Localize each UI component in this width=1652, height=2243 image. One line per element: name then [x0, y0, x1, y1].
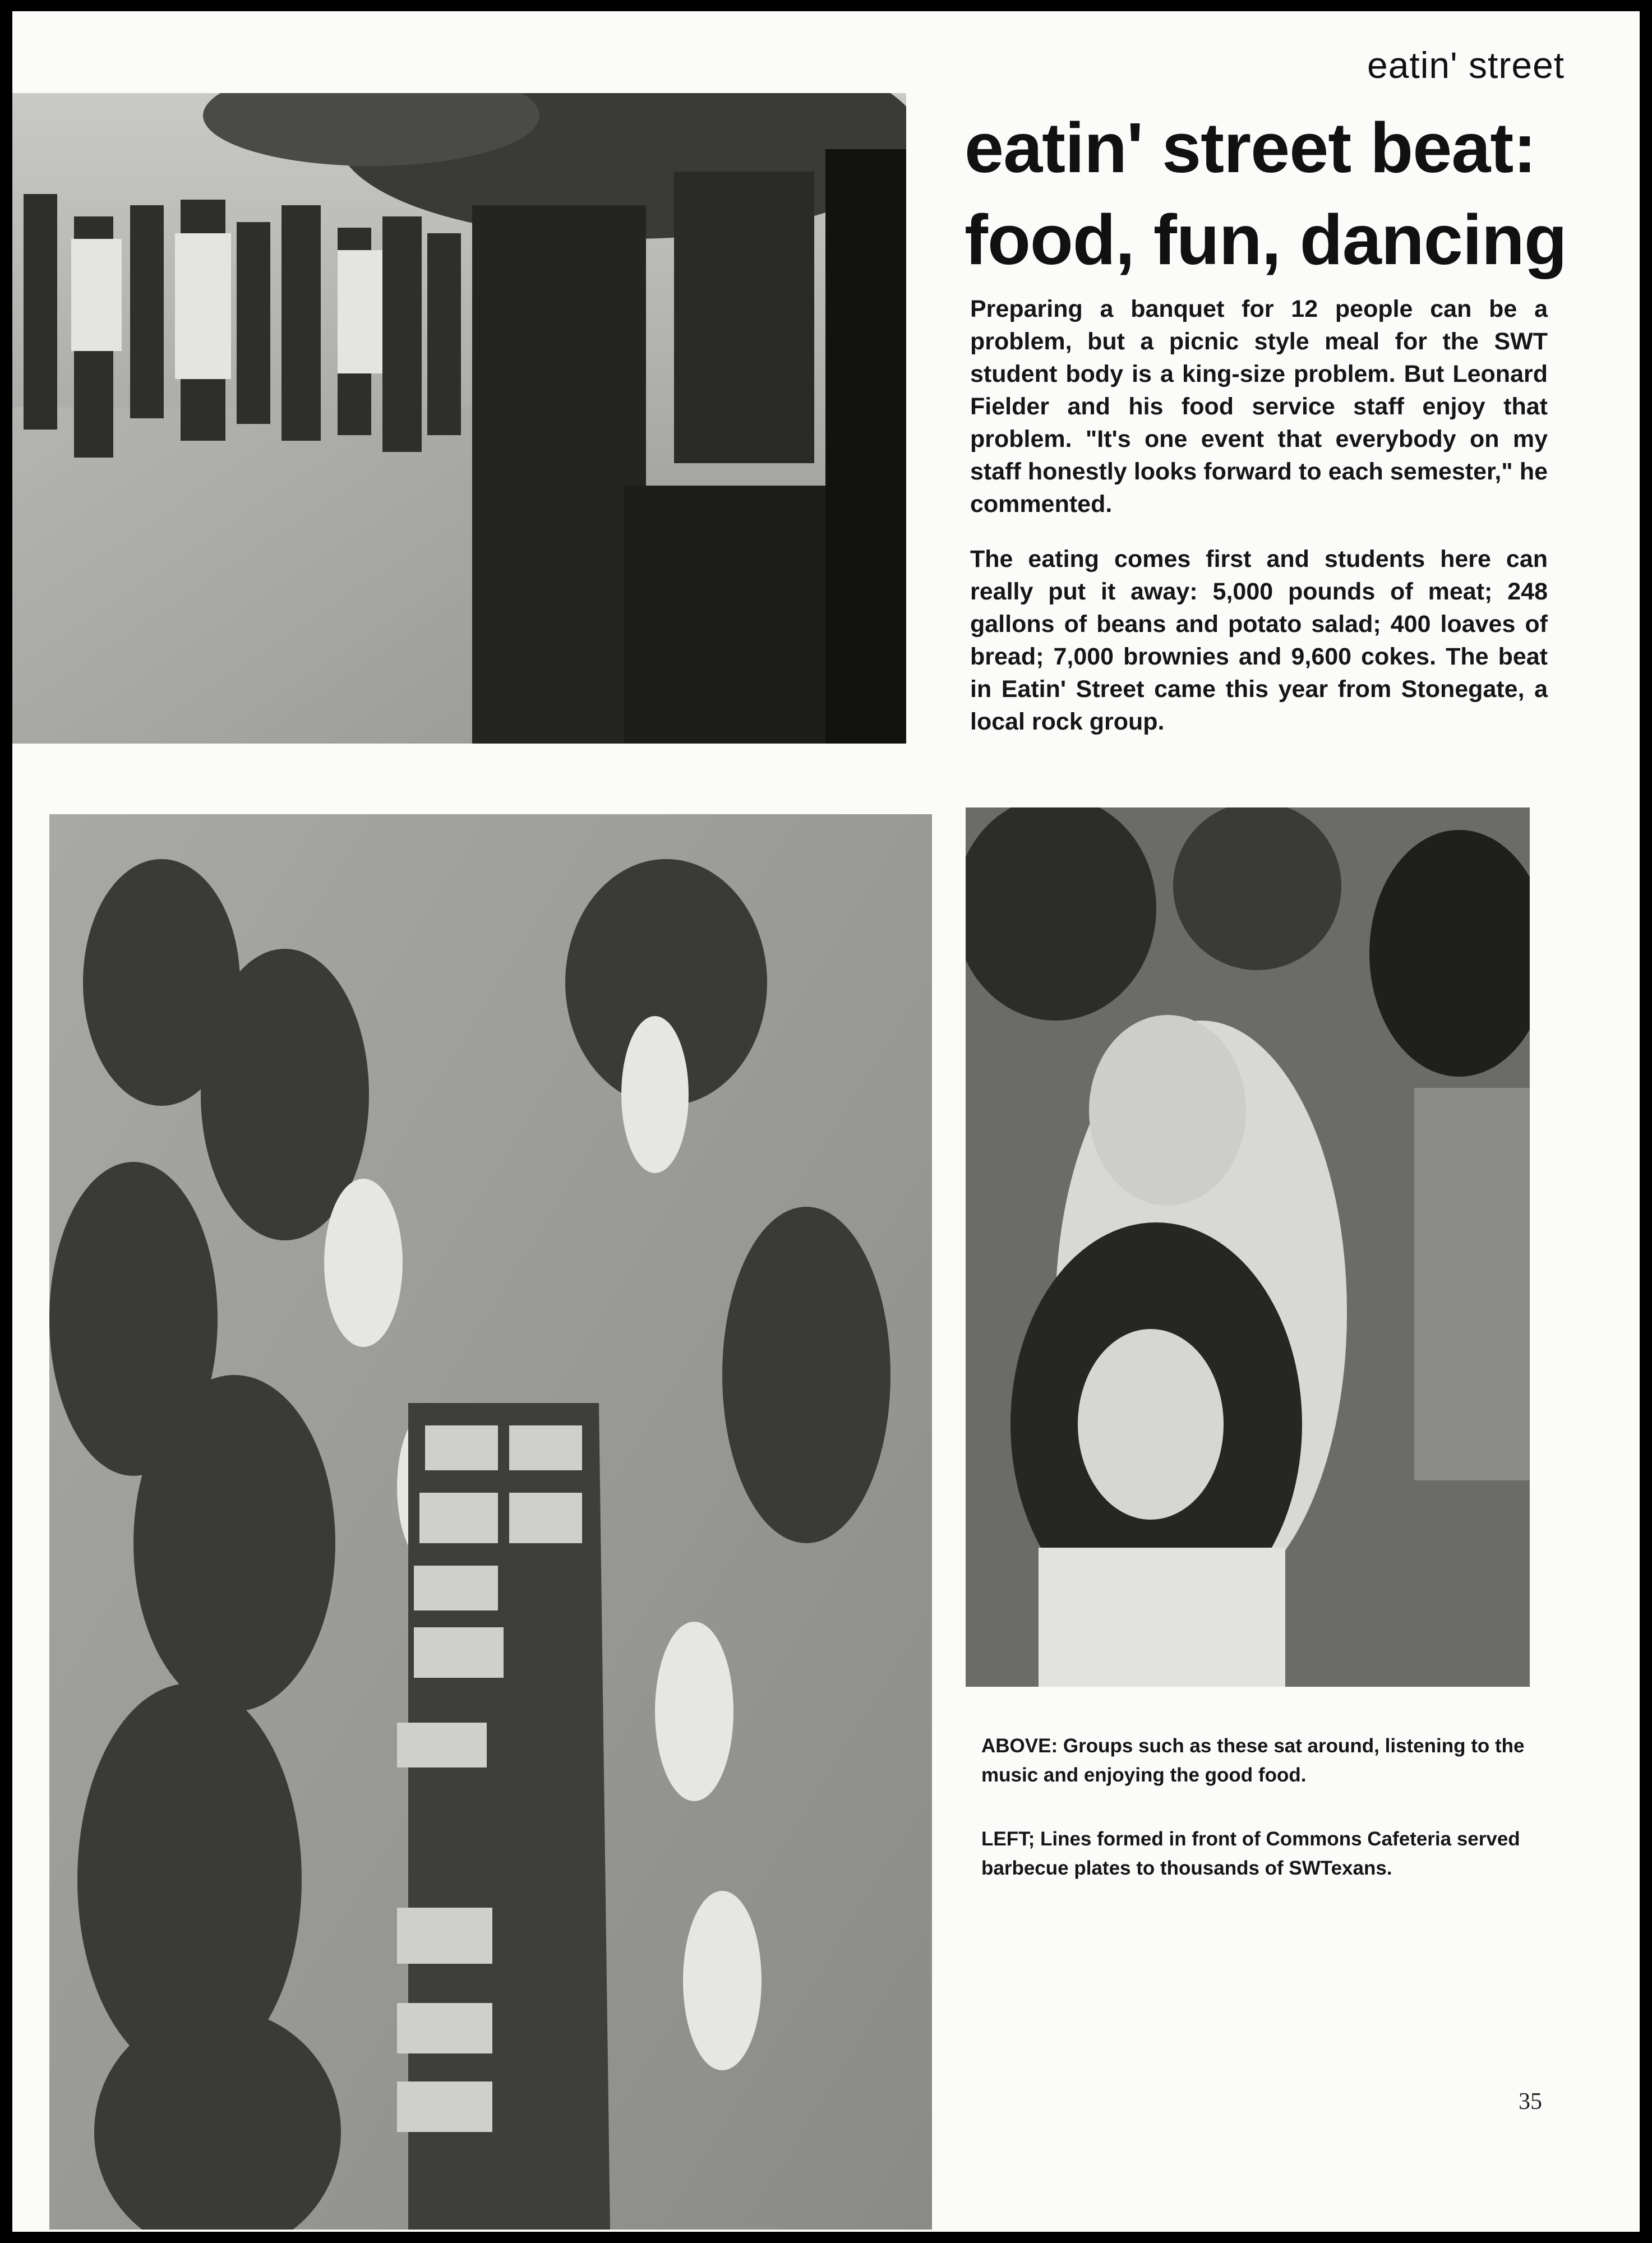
- caption-left: LEFT; Lines formed in front of Commons Cafeteria served barbecue plates to thousands of SWTexans.: [981, 1828, 1520, 1879]
- yearbook-page: [12, 11, 1640, 2232]
- dancing-crowd-photo: [12, 93, 906, 744]
- headline-line-1: eatin' street beat:: [965, 108, 1536, 187]
- page-number: 35: [1519, 2089, 1542, 2115]
- body-paragraph-1: Preparing a banquet for 12 people can be a problem, but a picnic style meal for the SWT student body is a king-size problem. But Leonard Fielder and his food service staff enjoy that problem. "It's one event that everybody on my staff honestly looks forward to each semester," he commented.: [970, 296, 1548, 518]
- section-tag: eatin' street: [1367, 44, 1565, 86]
- seated-students-photo: [966, 807, 1530, 1687]
- caption-above: ABOVE: Groups such as these sat around, listening to the music and enjoying the good food.: [981, 1735, 1525, 1786]
- headline-line-2: food, fun, dancing: [965, 200, 1567, 279]
- serving-line-photo: [49, 814, 932, 2230]
- body-paragraph-2: The eating comes first and students here can really put it away: 5,000 pounds of meat; 248 gallons of beans and potato salad; 400 loaves of bread; 7,000 brownies and 9,600 cokes. The beat in Eatin' Street came this year from Stonegate, a local rock group.: [970, 546, 1548, 735]
- page-headline: [965, 102, 1615, 286]
